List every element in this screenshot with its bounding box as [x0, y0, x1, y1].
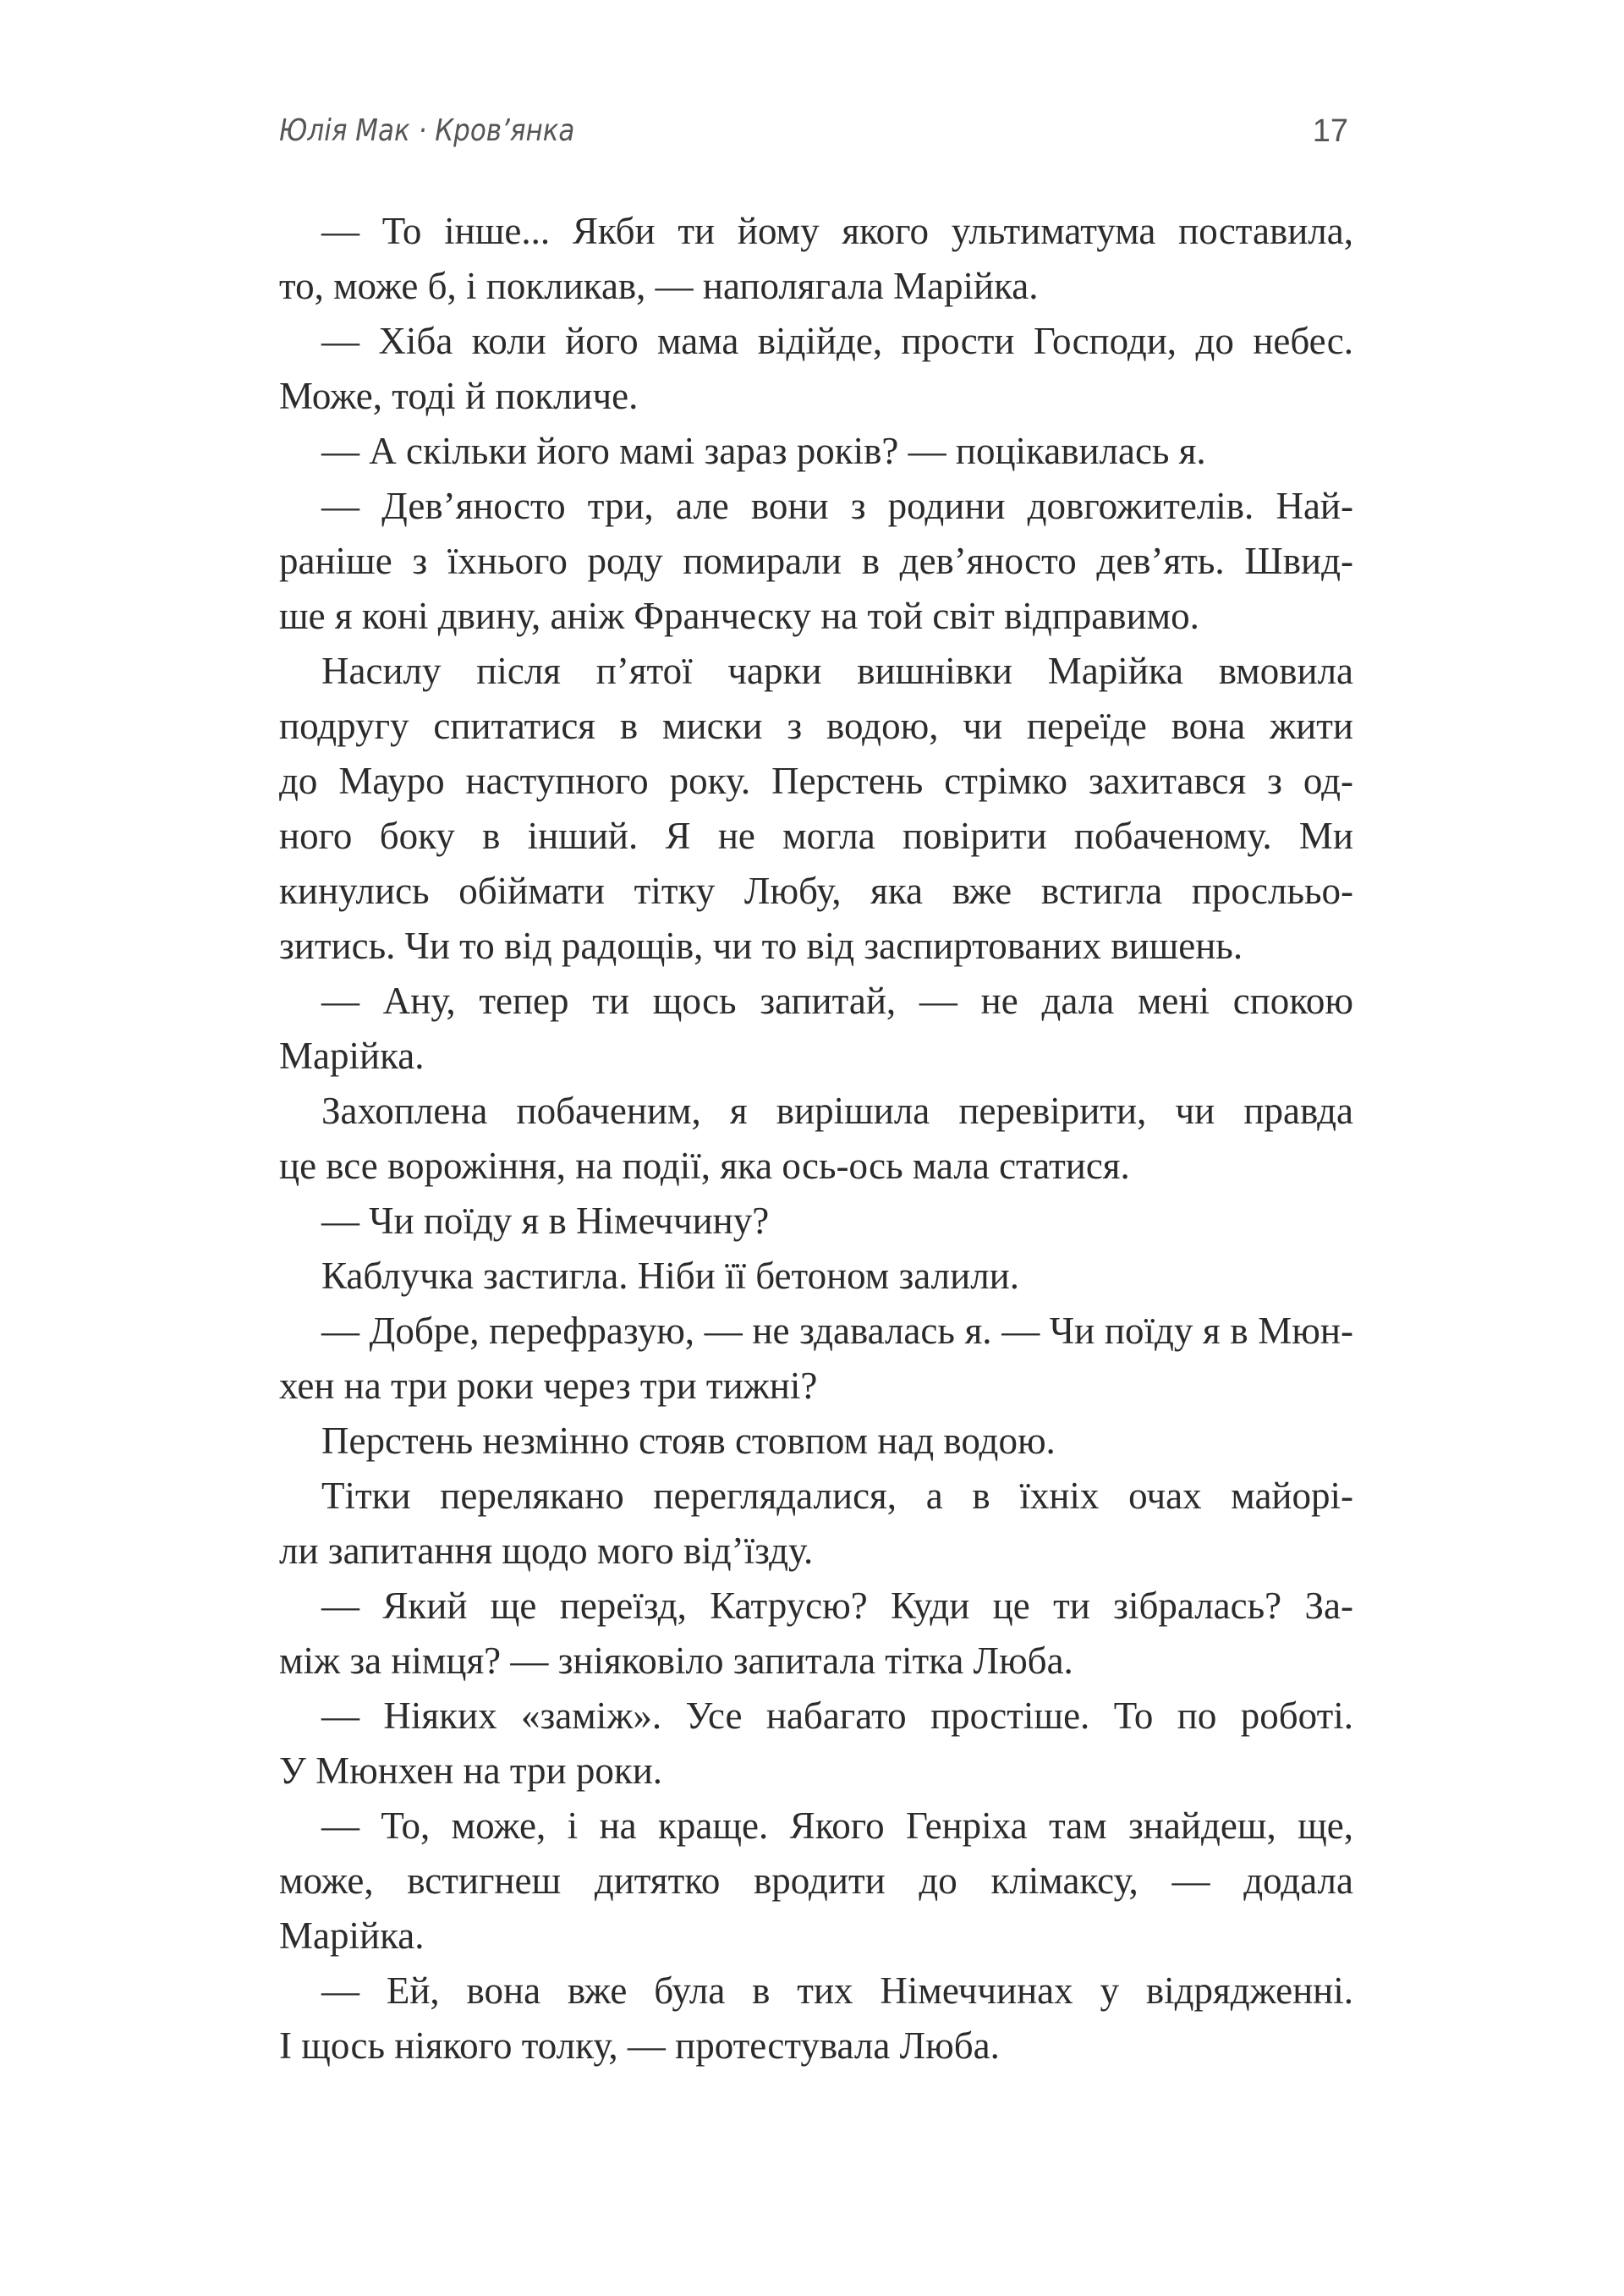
- text-line: до Мауро наступного року. Перстень стрімко захитався з од-: [279, 760, 1353, 802]
- text-line: Перстень незмінно стояв стовпом над водою.: [321, 1420, 1056, 1462]
- text-line: — А скільки його мамі зараз років? — поцікавилась я.: [321, 430, 1206, 472]
- text-line: — То інше... Якби ти йому якого ультиматума поставила,: [321, 210, 1353, 252]
- paragraph: [279, 314, 1353, 424]
- text-line: між за німця? — зніяковіло запитала тітка Люба.: [279, 1640, 1073, 1682]
- text-line: — Чи поїду я в Німеччину?: [321, 1200, 770, 1242]
- paragraph: [279, 1579, 1353, 1689]
- text-line: кинулись обіймати тітку Любу, яка вже встигла прослььо-: [279, 870, 1353, 912]
- paragraph: [279, 1469, 1353, 1579]
- text-line: Тітки перелякано переглядалися, а в їхніх очах майорі-: [321, 1475, 1353, 1517]
- page-header: [279, 113, 1353, 156]
- paragraph: [279, 1194, 1353, 1249]
- paragraph: [279, 1414, 1353, 1469]
- paragraph: [279, 1084, 1353, 1194]
- text-line: Каблучка застигла. Ніби її бетоном залили.: [321, 1255, 1019, 1297]
- text-line: — Ей, вона вже була в тих Німеччинах у відрядженні.: [321, 1969, 1353, 2012]
- text-line: — То, може, і на краще. Якого Генріха там знайдеш, ще,: [321, 1804, 1353, 1847]
- paragraph: [279, 1304, 1353, 1414]
- text-line: зитись. Чи то від радощів, чи то від заспиртованих вишень.: [279, 925, 1243, 967]
- text-line: подругу спитатися в миски з водою, чи переїде вона жити: [279, 705, 1353, 747]
- text-line: І щось ніякого толку, — протестувала Люба.: [279, 2024, 1000, 2067]
- text-line: то, може б, і покликав, — наполягала Марійка.: [279, 265, 1039, 307]
- paragraph: [279, 1249, 1353, 1304]
- text-line: може, встигнеш дитятко вродити до клімаксу, — додала: [279, 1859, 1353, 1902]
- page-number: 17: [1312, 113, 1348, 149]
- text-line: Марійка.: [279, 1035, 425, 1077]
- paragraph: [279, 1689, 1353, 1799]
- paragraph: [279, 1799, 1353, 1964]
- text-line: — Дев’яносто три, але вони з родини довгожителів. Най-: [321, 485, 1353, 527]
- paragraph: [279, 204, 1353, 314]
- text-line: це все ворожіння, на події, яка ось-ось мала статися.: [279, 1145, 1130, 1187]
- text-line: ли запитання щодо мого від’їзду.: [279, 1530, 814, 1572]
- text-line: раніше з їхнього роду помирали в дев’яносто дев’ять. Швид-: [279, 540, 1353, 582]
- paragraph: [279, 644, 1353, 974]
- text-line: Насилу після п’ятої чарки вишнівки Марійка вмовила: [321, 650, 1353, 692]
- running-head: Юлія Мак · Кров’янка: [279, 113, 575, 148]
- paragraph: [279, 424, 1353, 479]
- text-line: — Який ще переїзд, Катрусю? Куди це ти зібралась? За-: [321, 1585, 1353, 1627]
- text-line: — Ніяких «заміж». Усе набагато простіше. То по роботі.: [321, 1695, 1353, 1737]
- paragraph: [279, 1964, 1353, 2074]
- body-text: [279, 204, 1353, 2074]
- paragraph: [279, 479, 1353, 644]
- text-line: ного боку в інший. Я не могла повірити побаченому. Ми: [279, 815, 1353, 857]
- paragraph: [279, 974, 1353, 1084]
- text-line: хен на три роки через три тижні?: [279, 1365, 818, 1407]
- text-line: — Добре, перефразую, — не здавалась я. — Чи поїду я в Мюн-: [321, 1310, 1353, 1352]
- text-line: Марійка.: [279, 1914, 425, 1957]
- text-line: — Хіба коли його мама відійде, прости Господи, до небес.: [321, 320, 1353, 362]
- text-line: ше я коні двину, аніж Франческу на той світ відправимо.: [279, 595, 1199, 637]
- text-line: Може, тоді й покличе.: [279, 375, 639, 417]
- text-line: У Мюнхен на три роки.: [279, 1749, 663, 1792]
- text-line: — Ану, тепер ти щось запитай, — не дала мені спокою: [321, 980, 1353, 1022]
- text-line: Захоплена побаченим, я вирішила перевірити, чи правда: [321, 1090, 1353, 1132]
